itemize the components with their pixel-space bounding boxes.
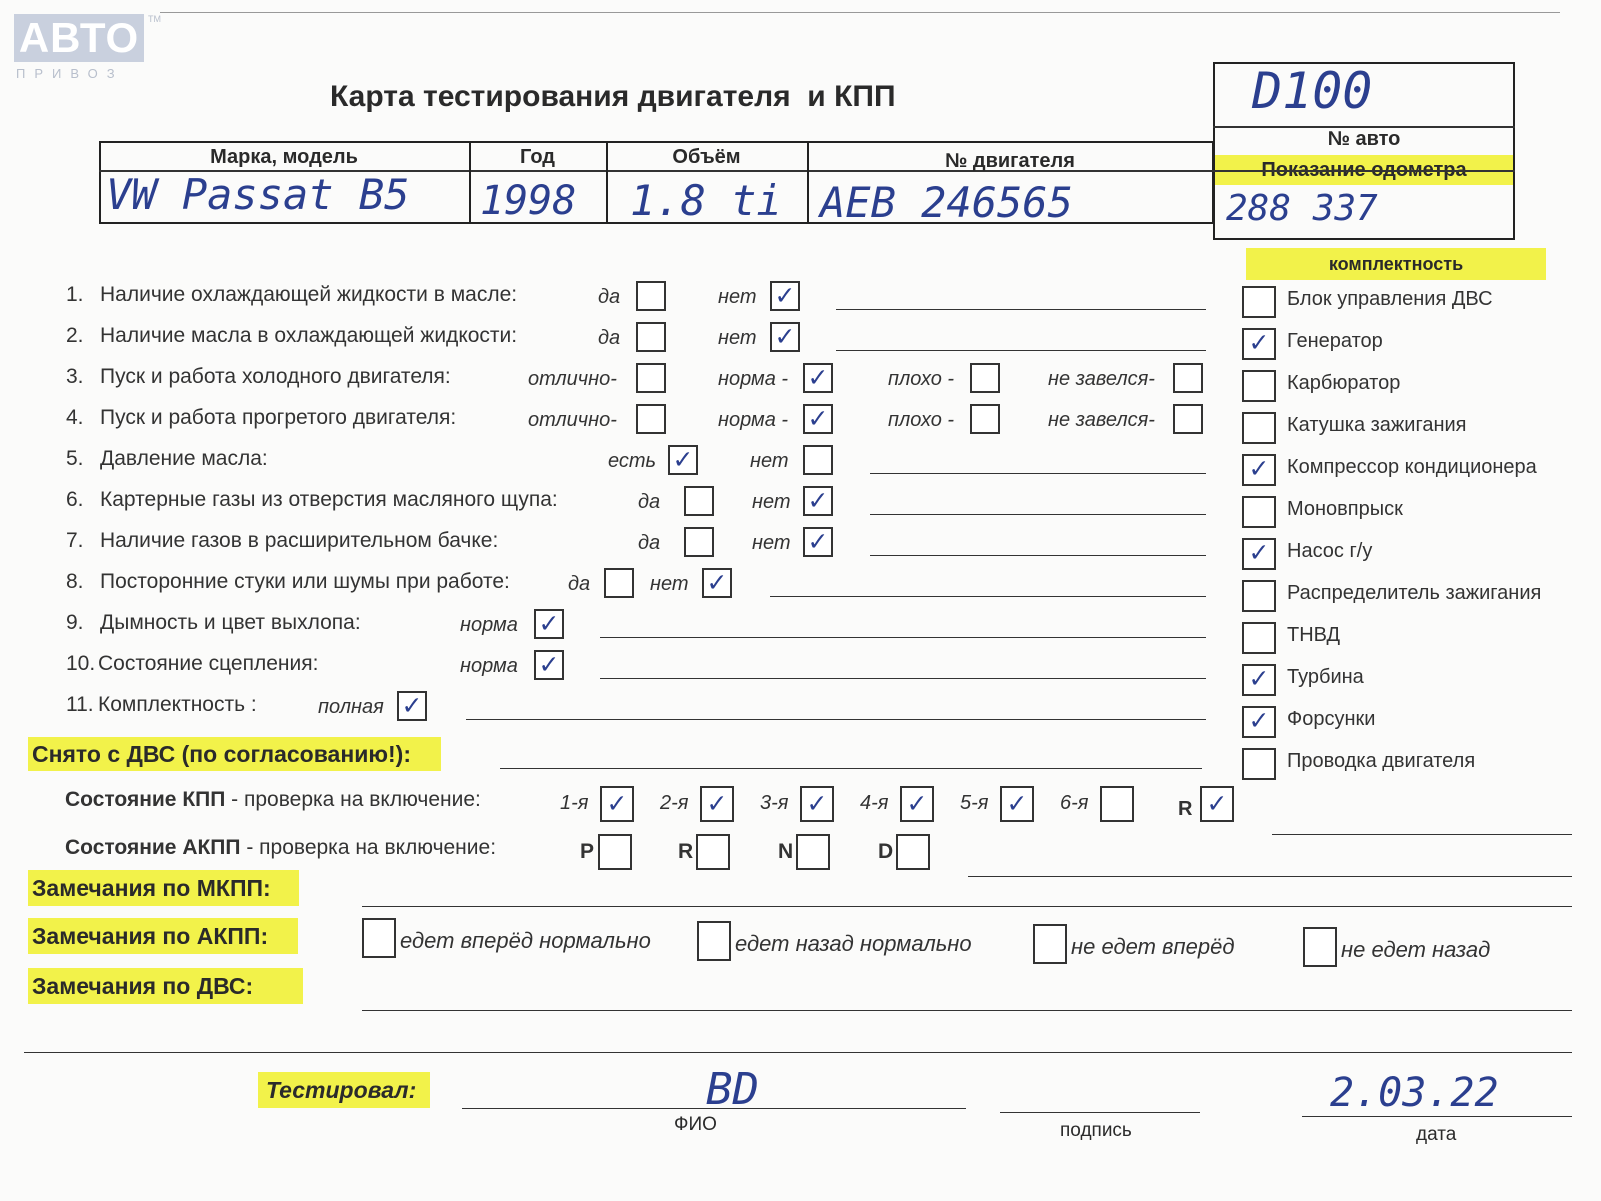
logo-main: АВТО xyxy=(14,14,144,62)
page-title: Карта тестирования двигателя и КПП xyxy=(330,80,896,113)
completeness-item-label: Катушка зажигания xyxy=(1287,414,1467,436)
completeness-checkbox[interactable]: ✓ xyxy=(1242,664,1276,696)
checkbox[interactable]: ✓ xyxy=(534,609,564,639)
check-number: 9. xyxy=(66,611,84,634)
completeness-checkbox[interactable]: ✓ xyxy=(1242,328,1276,360)
answer-line xyxy=(836,309,1206,310)
completeness-item-label: Проводка двигателя xyxy=(1287,750,1476,772)
checkbox[interactable] xyxy=(684,527,714,557)
check-question: Наличие масла в охлаждающей жидкости: xyxy=(100,324,518,347)
option-label: норма - xyxy=(718,368,789,390)
check-number: 11. xyxy=(66,693,94,716)
checkbox[interactable]: ✓ xyxy=(702,568,732,598)
remarks-mkpp-label: Замечания по МКПП: xyxy=(28,870,299,906)
answer-line xyxy=(836,350,1206,351)
akpp-mode-label: R xyxy=(678,840,694,863)
date-value: 2.03.22 xyxy=(1330,1070,1499,1116)
checkbox[interactable] xyxy=(1173,404,1203,434)
check-question: Картерные газы из отверстия масляного щупа: xyxy=(100,488,558,511)
checkbox[interactable] xyxy=(636,363,666,393)
completeness-item-label: Компрессор кондиционера xyxy=(1287,456,1537,478)
gear-checkbox[interactable]: ✓ xyxy=(700,786,734,822)
fio-value: BD xyxy=(706,1064,759,1115)
option-label: нет xyxy=(718,327,757,349)
check-number: 8. xyxy=(66,570,84,593)
checkbox[interactable] xyxy=(636,281,666,311)
auto-number-value: D100 xyxy=(1252,62,1373,120)
checkbox[interactable]: ✓ xyxy=(803,363,833,393)
akpp-mode-checkbox[interactable] xyxy=(896,834,930,870)
make-label: Марка, модель xyxy=(210,146,358,168)
gear-checkbox[interactable]: ✓ xyxy=(1200,786,1234,822)
completeness-checkbox[interactable] xyxy=(1242,622,1276,654)
completeness-item-label: ТНВД xyxy=(1287,624,1341,646)
checkbox[interactable]: ✓ xyxy=(534,650,564,680)
option-label: нет xyxy=(752,532,791,554)
akpp-mode-label: N xyxy=(778,840,794,863)
answer-line xyxy=(870,555,1206,556)
checkbox[interactable]: ✓ xyxy=(770,281,800,311)
option-label: полная xyxy=(318,696,384,718)
answer-line xyxy=(600,678,1206,679)
fio-label: ФИО xyxy=(674,1114,717,1135)
completeness-item-label: Блок управления ДВС xyxy=(1287,288,1493,310)
checkbox[interactable] xyxy=(636,404,666,434)
date-label: дата xyxy=(1416,1124,1457,1145)
answer-line xyxy=(466,719,1206,720)
answer-line xyxy=(600,637,1206,638)
option-label: норма xyxy=(460,614,518,636)
option-label: да xyxy=(638,532,661,554)
engine-number-label: № двигателя xyxy=(945,150,1075,172)
signature-label: подпись xyxy=(1060,1120,1132,1141)
volume-value: 1.8 ti xyxy=(630,176,782,225)
akpp-remark-checkbox[interactable] xyxy=(362,918,396,958)
kpp-label: Состояние КПП - проверка на включение: xyxy=(65,788,481,811)
tested-by-label: Тестировал: xyxy=(258,1072,430,1108)
option-label: нет xyxy=(750,450,789,472)
odometer-label: Показание одометра xyxy=(1215,155,1513,185)
checkbox[interactable] xyxy=(970,363,1000,393)
option-label: плохо - xyxy=(888,368,955,390)
completeness-checkbox[interactable] xyxy=(1242,496,1276,528)
akpp-mode-checkbox[interactable] xyxy=(796,834,830,870)
check-number: 7. xyxy=(66,529,84,552)
option-label: не завелся- xyxy=(1048,409,1155,431)
remarks-akpp-label: Замечания по АКПП: xyxy=(28,918,298,954)
completeness-checkbox[interactable] xyxy=(1242,580,1276,612)
check-question: Посторонние стуки или шумы при работе: xyxy=(100,570,510,593)
akpp-remark-checkbox[interactable] xyxy=(697,921,731,961)
footer-rule xyxy=(24,1052,1572,1053)
checkbox[interactable]: ✓ xyxy=(803,486,833,516)
option-label: да xyxy=(598,327,621,349)
completeness-checkbox[interactable] xyxy=(1242,412,1276,444)
akpp-remark-label: едет назад нормально xyxy=(735,931,972,956)
akpp-remark-label: едет вперёд нормально xyxy=(400,928,651,953)
option-label: да xyxy=(638,491,661,513)
akpp-remark-checkbox[interactable] xyxy=(1033,924,1067,964)
akpp-remark-checkbox[interactable] xyxy=(1303,927,1337,967)
make-value: VW Passat B5 xyxy=(106,170,410,219)
check-question: Пуск и работа холодного двигателя: xyxy=(100,365,451,388)
option-label: норма xyxy=(460,655,518,677)
akpp-label: Состояние АКПП - проверка на включение: xyxy=(65,836,497,859)
akpp-mode-checkbox[interactable] xyxy=(696,834,730,870)
checkbox[interactable] xyxy=(970,404,1000,434)
removed-from-engine-label: Снято с ДВС (по согласованию!): xyxy=(28,737,441,771)
completeness-checkbox[interactable] xyxy=(1242,370,1276,402)
completeness-item-label: Форсунки xyxy=(1287,708,1376,730)
remarks-dvs-label: Замечания по ДВС: xyxy=(28,968,303,1004)
completeness-checkbox[interactable] xyxy=(1242,748,1276,780)
completeness-checkbox[interactable]: ✓ xyxy=(1242,706,1276,738)
checkbox[interactable]: ✓ xyxy=(397,691,427,721)
option-label: норма - xyxy=(718,409,789,431)
answer-line xyxy=(870,473,1206,474)
completeness-checkbox[interactable]: ✓ xyxy=(1242,538,1276,570)
akpp-remark-label: не едет назад xyxy=(1341,937,1491,962)
check-number: 1. xyxy=(66,283,84,306)
checkbox[interactable]: ✓ xyxy=(803,527,833,557)
option-label: отлично- xyxy=(528,368,617,390)
check-question: Наличие газов в расширительном бачке: xyxy=(100,529,499,552)
checkbox[interactable]: ✓ xyxy=(803,404,833,434)
logo xyxy=(14,14,159,84)
completeness-item-label: Моновпрыск xyxy=(1287,498,1403,520)
check-number: 3. xyxy=(66,365,84,388)
completeness-item-label: Распределитель зажигания xyxy=(1287,582,1542,604)
option-label: нет xyxy=(752,491,791,513)
checkbox[interactable] xyxy=(803,445,833,475)
check-question: Комплектность : xyxy=(98,693,257,716)
option-label: отлично- xyxy=(528,409,617,431)
option-label: есть xyxy=(608,450,657,472)
check-number: 10. xyxy=(66,652,96,675)
option-label: нет xyxy=(650,573,689,595)
logo-tm: TM xyxy=(148,14,161,24)
check-number: 6. xyxy=(66,488,84,511)
gear-label: 3-я xyxy=(760,792,789,814)
checkbox[interactable]: ✓ xyxy=(668,445,698,475)
gear-checkbox[interactable]: ✓ xyxy=(600,786,634,822)
year-value: 1998 xyxy=(480,178,577,224)
akpp-mode-label: D xyxy=(878,840,894,863)
answer-line xyxy=(770,596,1206,597)
option-label: да xyxy=(568,573,591,595)
completeness-item-label: Турбина xyxy=(1287,666,1364,688)
completeness-item-label: Генератор xyxy=(1287,330,1383,352)
checkbox[interactable] xyxy=(1173,363,1203,393)
check-question: Дымность и цвет выхлопа: xyxy=(100,611,361,634)
completeness-checkbox[interactable]: ✓ xyxy=(1242,454,1276,486)
completeness-checkbox[interactable] xyxy=(1242,286,1276,318)
gear-label: 6-я xyxy=(1060,792,1089,814)
logo-sub: ПРИВОЗ xyxy=(16,66,124,81)
checkbox[interactable] xyxy=(604,568,634,598)
akpp-mode-label: P xyxy=(580,840,595,863)
gear-checkbox[interactable] xyxy=(1100,786,1134,822)
check-number: 5. xyxy=(66,447,84,470)
year-label: Год xyxy=(520,146,555,168)
gear-label: 2-я xyxy=(660,792,689,814)
check-question: Наличие охлаждающей жидкости в масле: xyxy=(100,283,518,306)
completeness-item-label: Карбюратор xyxy=(1287,372,1401,394)
completeness-title: комплектность xyxy=(1246,248,1546,280)
volume-label: Объём xyxy=(672,146,741,168)
checkbox[interactable] xyxy=(636,322,666,352)
completeness-item-label: Насос г/у xyxy=(1287,540,1373,562)
answer-line xyxy=(870,514,1206,515)
akpp-remark-label: не едет вперёд xyxy=(1071,934,1235,959)
auto-number-label: № авто xyxy=(1327,128,1401,150)
top-rule xyxy=(160,12,1560,13)
option-label: нет xyxy=(718,286,757,308)
check-question: Состояние сцепления: xyxy=(98,652,319,675)
check-number: 4. xyxy=(66,406,84,429)
check-question: Давление масла: xyxy=(100,447,268,470)
gear-label: R xyxy=(1178,798,1193,820)
gear-checkbox[interactable]: ✓ xyxy=(900,786,934,822)
option-label: не завелся- xyxy=(1048,368,1155,390)
option-label: плохо - xyxy=(888,409,955,431)
engine-number-value: AEB 246565 xyxy=(820,178,1073,227)
checkbox[interactable]: ✓ xyxy=(770,322,800,352)
gear-label: 5-я xyxy=(960,792,989,814)
gear-label: 1-я xyxy=(560,792,589,814)
gear-checkbox[interactable]: ✓ xyxy=(800,786,834,822)
checkbox[interactable] xyxy=(684,486,714,516)
option-label: да xyxy=(598,286,621,308)
gear-checkbox[interactable]: ✓ xyxy=(1000,786,1034,822)
gear-label: 4-я xyxy=(860,792,889,814)
akpp-mode-checkbox[interactable] xyxy=(598,834,632,870)
check-question: Пуск и работа прогретого двигателя: xyxy=(100,406,457,429)
check-number: 2. xyxy=(66,324,84,347)
odometer-value: 288 337 xyxy=(1226,188,1378,229)
